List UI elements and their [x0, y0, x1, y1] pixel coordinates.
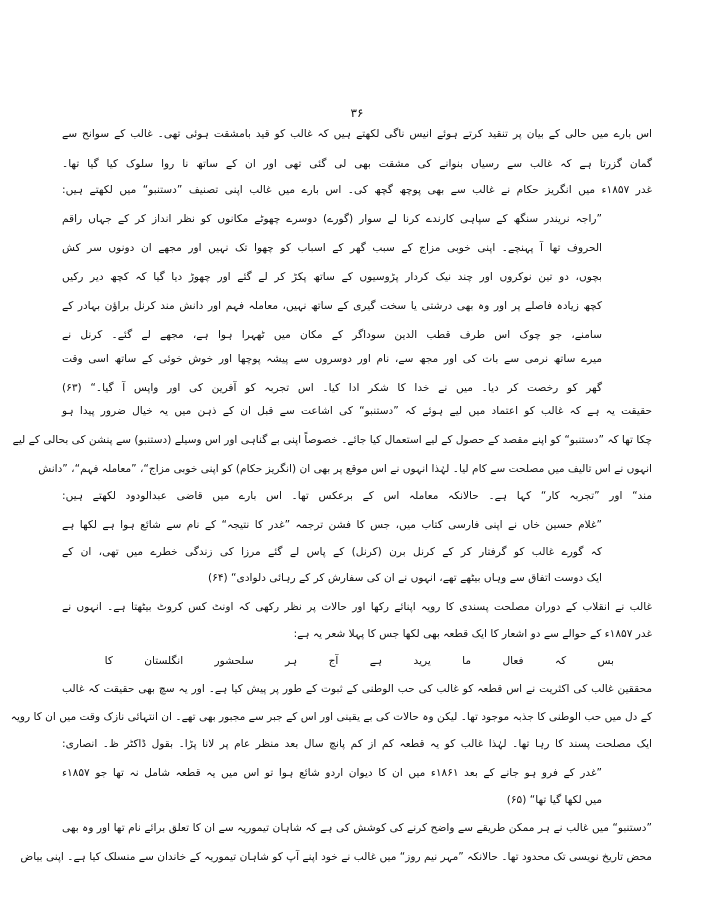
text-line: گمان گزرتا ہے کہ غالب سے رسیاں بنوانے کی مشقت بھی لی گئی تھی اور ان کے ساتھ نا روا سلوک کیا گیا تھا۔	[62, 158, 652, 170]
text-line: غالب نے انقلاب کے دوران مصلحت پسندی کا رویہ اپنائے رکھا اور حالات پر نظر رکھی کہ اونٹ کس کروٹ بیٹھتا ہے۔ انہوں نے	[62, 601, 652, 613]
quote-line: بچوں، دو تین نوکروں اور چند نیک کردار پڑوسیوں کے ساتھ پکڑ کر لے گئے اور چھوڑ دیا گیا کہ کچھ دیر رکیں	[62, 271, 602, 283]
quote-line: میرے ساتھ نرمی سے بات کی اور مجھ سے، نام اور دوسروں سے پیشہ پوچھا اور خوش خوئی کے ساتھ اسی وقت	[62, 353, 602, 365]
text-line: محض تاریخ نویسی تک محدود تھا۔ حالانکہ ”مہر نیم روز“ میں غالب نے خود اپنے آپ کو شاہان تیموریہ کے خاندان سے منسلک کیا ہے۔ اپنی بیاض	[20, 851, 652, 863]
text-line: چکا تھا کہ ”دستنبو“ کو اپنے مقصد کے حصول کے لیے استعمال کیا جائے۔ خصوصاً اپنی بے گناہی اور اس وسیلے (دستنبو) سے پنشن کی بحالی کے لیے	[12, 434, 652, 446]
text-line: انہوں نے اس تالیف میں مصلحت سے کام لیا۔ لہٰذا انہوں نے اس موقع پر بھی ان (انگریز حکام) کو اپنی خوبی مزاج“، ”معاملہ فہم“، ”دانش	[38, 463, 652, 475]
text-line: ”دستنبو“ میں غالب نے ہر ممکن طریقے سے واضح کرنے کی کوشش کی ہے کہ شاہان تیموریہ سے ان کا تعلق برائے نام تھا اور وہ بھی	[62, 822, 652, 834]
quote-line: ”غدر کے فرو ہو جانے کے بعد ۱۸۶۱ء میں ان کا دیوان اردو شائع ہوا تو اس میں یہ قطعہ شامل نہ تھا جو ۱۸۵۷ء	[62, 767, 602, 779]
quote-line: الحروف تھا آ پہنچے۔ اپنی خوبی مزاج کے سبب گھر کے اسباب کو چھوا تک نہیں اور مجھے ان دونوں سر کش	[62, 242, 602, 254]
text-line: ایک مصلحت پسند کا رہا تھا۔ لہٰذا غالب کو یہ قطعہ کم از کم پانچ سال بعد منظر عام پر لانا پڑا۔ بقول ڈاکٹر ظ۔ انصاری:	[62, 738, 652, 750]
verse-line: بس کہ فعال ما یرید ہے آج ہر سلحشور انگلستان کا	[104, 655, 614, 667]
quote-line: میں لکھا گیا تھا“ (۶۵)	[506, 794, 602, 806]
text-line: غدر ۱۸۵۷ء کے حوالے سے دو اشعار کا ایک قطعہ بھی لکھا جس کا پہلا شعر یہ ہے:	[293, 628, 652, 640]
text-line: کے دل میں حب الوطنی کا جذبہ موجود تھا۔ لیکن وہ حالات کی بے یقینی اور اس کے جبر سے مجبور بھی تھے۔ ان انتہائی نازک وقت میں ان کا رویہ	[10, 711, 652, 723]
text-line: حقیقت یہ ہے کہ غالب کو اعتماد میں لیے ہوئے کہ ”دستنبو“ کی اشاعت سے قبل ان کے ذہن میں یہ خیال ضرور پیدا ہو	[62, 405, 652, 417]
quote-line: گھر کو رخصت کر دیا۔ میں نے خدا کا شکر ادا کیا۔ اس تجربہ کو آفرین کی اور واپس آ گیا۔“ (۶۳)	[62, 382, 602, 394]
quote-line: کچھ زیادہ فاصلے پر اور وہ بھی درشتی یا سخت گیری کے ساتھ نہیں، معاملہ فہم اور دانش مند کرنل براؤن بہادر کے	[62, 300, 602, 312]
text-line: غدر ۱۸۵۷ء میں انگریز حکام نے غالب سے بھی پوچھ گچھ کی۔ اس بارے میں غالب اپنی تصنیف ”دستنبو“ میں لکھتے ہیں:	[62, 184, 652, 196]
quote-line: ”راجہ نریندر سنگھ کے سپاہی کارندے کرنا لے سوار (گورے) دوسرے چھوٹے مکانوں کو نظر انداز کر کے جہاں راقم	[62, 213, 602, 225]
quote-line: سامنے، جو چوک اس طرف قطب الدین سوداگر کے مکان میں ٹھہرا ہوا ہے، مجھے لے گئے۔ کرنل نے	[62, 329, 602, 341]
text-line: محققین غالب کی اکثریت نے اس قطعہ کو غالب کی حب الوطنی کے ثبوت کے طور پر پیش کیا ہے۔ اور یہ سچ بھی حقیقت کہ غالب	[62, 683, 652, 695]
quote-line: ایک دوست اتفاق سے وہاں بیٹھے تھے، انہوں نے ان کی سفارش کر کے رہائی دلوادی“ (۶۴)	[208, 572, 602, 584]
text-line: اس بارے میں حالی کے بیان پر تنقید کرتے ہوئے انیس ناگی لکھتے ہیں کہ غالب کو قید بامشقت ہوئی تھی۔ غالب کے سوانح سے	[62, 128, 652, 140]
page-number: ۳۶	[350, 106, 364, 120]
quote-line: ”غلام حسین خاں نے اپنی فارسی کتاب میں، جس کا فشن ترجمہ ”غدر کا نتیجہ“ کے نام سے شائع ہوا ہے لکھا ہے	[62, 519, 602, 531]
quote-line: کہ گورے غالب کو گرفتار کر کے کرنل برن (کرنل) کے پاس لے گئے مرزا کی زندگی خطرے میں تھی، ان کے	[62, 546, 602, 558]
text-line: مند“ اور ”تجربہ کار“ کہا ہے۔ حالانکہ معاملہ اس کے برعکس تھا۔ اس بارے میں قاضی عبدالودود لکھتے ہیں:	[62, 490, 652, 502]
